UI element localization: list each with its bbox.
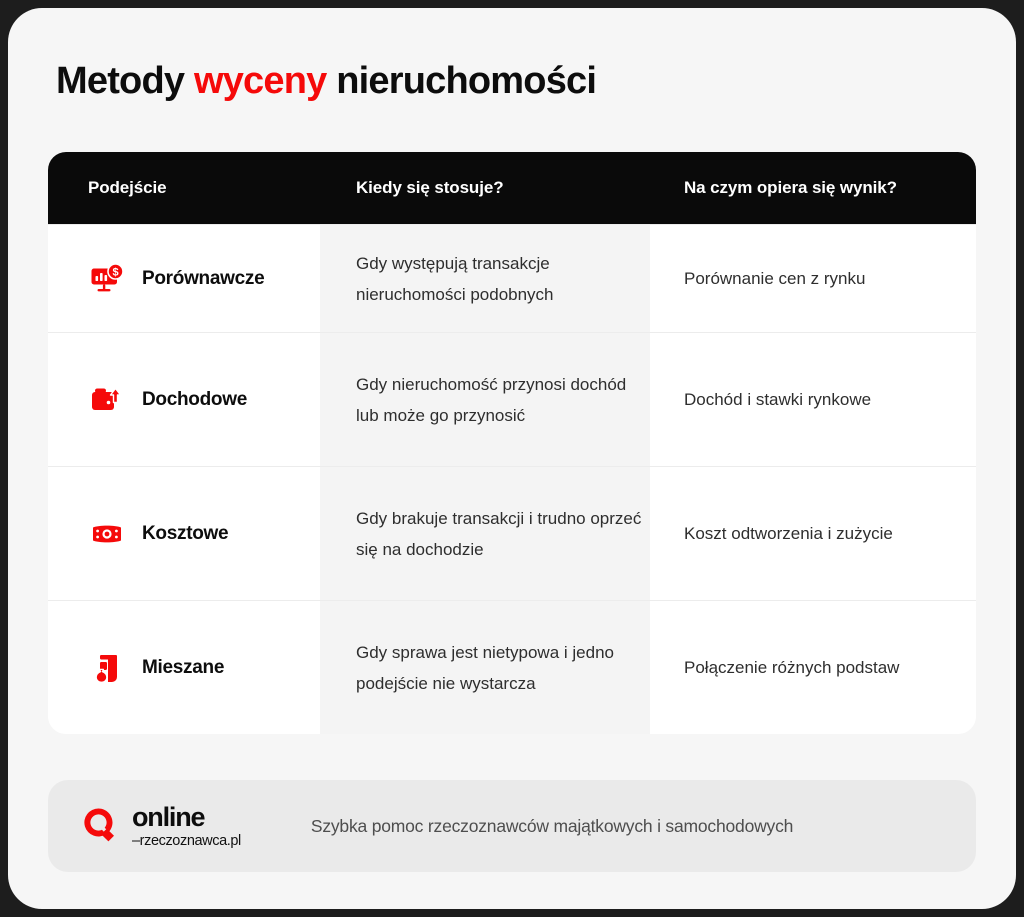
cell-result [650, 601, 976, 734]
when-text: Gdy brakuje transakcji i trudno oprzeć się na dochodzie [356, 508, 642, 559]
approach-entry [88, 515, 228, 553]
brand-wordmark [132, 801, 241, 849]
page-title [56, 60, 596, 103]
cell-when [320, 467, 650, 600]
result-text: Dochód i stawki rynkowe [684, 389, 872, 409]
page-title-part2: nieruchomości [326, 60, 597, 102]
footer-bar [48, 780, 976, 872]
page-title-highlight: wyceny [193, 60, 327, 102]
when-text: Gdy nieruchomość przynosi dochód lub może go przynosić [356, 374, 627, 425]
cell-when [320, 333, 650, 466]
methods-table [48, 152, 976, 734]
approach-entry [88, 381, 247, 419]
table-header-row [48, 152, 976, 224]
table-row [48, 600, 976, 734]
when-text: Gdy sprawa jest nietypowa i jedno podejście nie wystarcza [356, 642, 614, 693]
cell-result [650, 467, 976, 600]
column-header-approach: Podejście [88, 178, 167, 197]
cell-when [320, 225, 650, 332]
banknote-icon [88, 515, 126, 553]
cell-approach [48, 601, 320, 734]
approach-name: Kosztowe [142, 522, 229, 544]
cell-approach [48, 333, 320, 466]
column-header-result: Na czym opiera się wynik? [684, 178, 897, 197]
svg-text:$: $ [112, 265, 119, 278]
column-header-when: Kiedy się stosuje? [356, 178, 504, 197]
table-row [48, 466, 976, 600]
approach-name: Dochodowe [142, 388, 247, 410]
cell-approach [48, 467, 320, 600]
result-text: Porównanie cen z rynku [684, 268, 866, 288]
brand-logo [82, 801, 241, 849]
brand-name-top: online [132, 801, 205, 832]
brand-name-bottom: –rzeczoznawca.pl [132, 832, 241, 849]
wallet-arrow-up-icon [88, 381, 126, 419]
table-row [48, 224, 976, 332]
infographic-card [8, 8, 1016, 909]
table-row [48, 332, 976, 466]
when-text: Gdy występują transakcje nieruchomości podobnych [356, 253, 554, 304]
cell-approach [48, 225, 320, 332]
approach-name: Mieszane [142, 656, 225, 678]
money-bag-document-icon [88, 649, 126, 687]
monitor-chart-dollar-icon [88, 260, 126, 298]
cell-result [650, 333, 976, 466]
approach-entry [88, 649, 224, 687]
footer-tagline: Szybka pomoc rzeczoznawców majątkowych i samochodowych [310, 815, 794, 836]
approach-name: Porównawcze [142, 267, 265, 289]
cell-result [650, 225, 976, 332]
result-text: Połączenie różnych podstaw [684, 657, 900, 677]
result-text: Koszt odtworzenia i zużycie [684, 523, 893, 543]
approach-entry [88, 260, 264, 298]
cell-when [320, 601, 650, 734]
page-title-part1: Metody [56, 60, 194, 102]
q-logo-icon [82, 806, 122, 846]
